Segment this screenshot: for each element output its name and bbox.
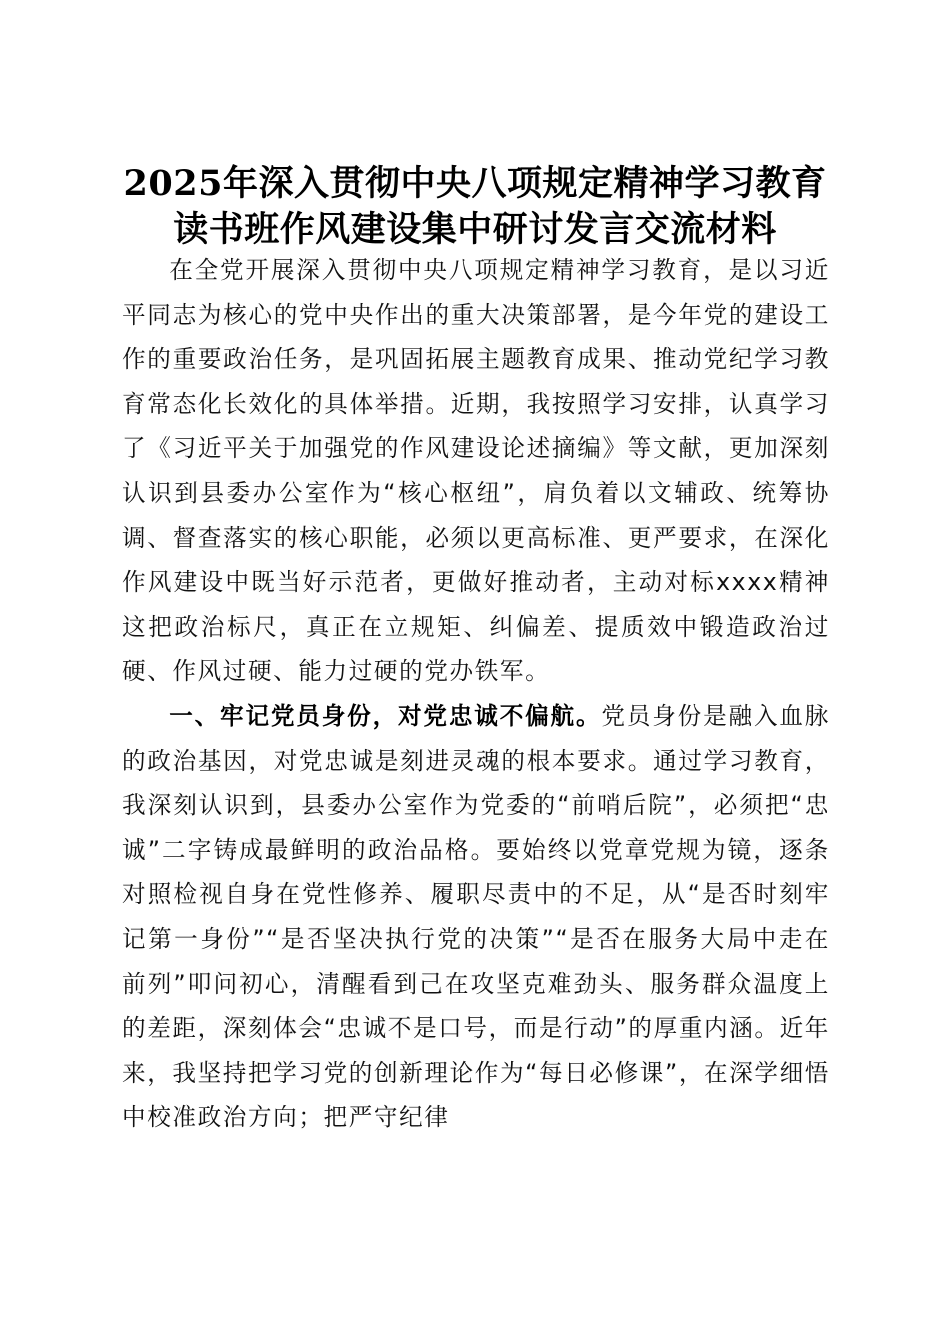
title-line-2: 读书班作风建设集中研讨发言交流材料: [173, 209, 777, 251]
section-1-paragraph: [122, 694, 830, 1140]
document-body: [122, 248, 830, 1140]
intro-paragraph: 在全党开展深入贯彻中央八项规定精神学习教育，是以习近平同志为核心的党中央作出的重大决策部署，是今年党的建设工作的重要政治任务，是巩固拓展主题教育成果、推动党纪学习教育常态化长效化的具体举措。近期，我按照学习安排，认真学习了《习近平关于加强党的作风建设论述摘编》等文献，更加深刻认识到县委办公室作为“核心枢纽”，肩负着以文辅政、统筹协调、督查落实的核心职能，必须以更高标准、更严要求，在深化作风建设中既当好示范者，更做好推动者，主动对标xxxx精神这把政治标尺，真正在立规矩、纠偏差、提质效中锻造政治过硬、作风过硬、能力过硬的党办铁军。: [122, 256, 830, 686]
title-line-1: 2025年深入贯彻中央八项规定精神学习教育: [123, 163, 827, 205]
section-1-heading: 一、牢记党员身份，对党忠诚不偏航。: [169, 701, 602, 730]
section-1-text: 党员身份是融入血脉的政治基因，对党忠诚是刻进灵魂的根本要求。通过学习教育，我深刻认识到，县委办公室作为党委的“前哨后院”，必须把“忠诚”二字铸成最鲜明的政治品格。要始终以党章党规为镜，逐条对照检视自身在党性修养、履职尽责中的不足，从“是否时刻牢记第一身份”“是否坚决执行党的决策”“是否在服务大局中走在前列”叩问初心，清醒看到己在攻坚克难劲头、服务群众温度上的差距，深刻体会“忠诚不是口号，而是行动”的厚重内涵。近年来，我坚持把学习党的创新理论作为“每日必修课”，在深学细悟中校准政治方向；把严守纪律: [122, 701, 830, 1132]
document-title: [110, 161, 840, 253]
